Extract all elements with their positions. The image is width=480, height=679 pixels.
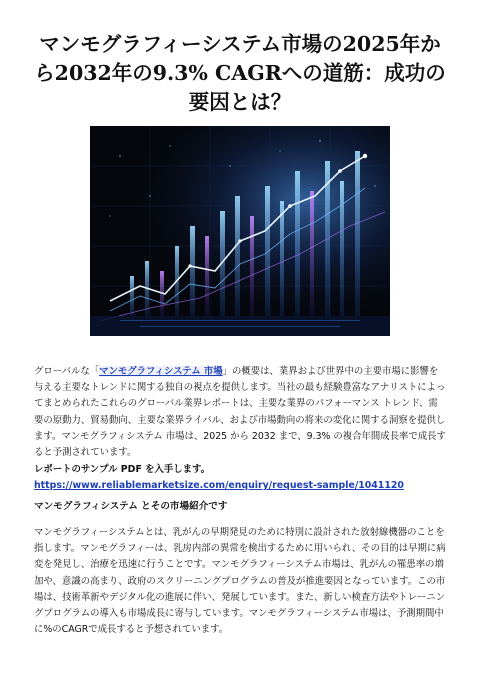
intro-body: 」の概要は、業界および世界中の主要市場に影響を与える主要なトレンドに関する独自の視点を提供します。当社の最も経験豊富なアナリストによってまとめられたこれらのグローバル業界レポートは、主要な業界のパフォーマンス トレンド、需要の原動力、貿易動向、主要な業界ライバル、および市場動向の将来の変化に関する洞察を提供します。マンモグラフィシステム 市場は、2025 から 2032 まで、9.3% の複合年間成長率で成長すると予測されています。 xyxy=(34,366,446,459)
chart-illustration-image xyxy=(90,126,390,336)
hero-image xyxy=(90,126,390,336)
sample-request-label: レポートのサンプル PDF を入手します。 xyxy=(34,464,210,475)
page-title: マンモグラフィーシステム市場の2025年から2032年の9.3% CAGRへの道筋：成功の要因とは？ xyxy=(34,32,446,114)
market-report-link[interactable]: マンモグラフィシステム 市場 xyxy=(99,366,223,377)
intro-paragraph xyxy=(34,364,446,461)
intro-prefix: グローバルな「 xyxy=(34,366,100,377)
section-body-paragraph: マンモグラフィーシステムとは、乳がんの早期発見のために特別に設計された放射線機器のことを指します。マンモグラフィーは、乳房内部の異常を検出するために用いられ、その目的は早期に病変を発見し、治療を迅速に行うことです。マンモグラフィーシステム市場は、乳がんの罹患率の増加や、意識の高まり、政府のスクリーニングプログラムの普及が推進要因となっています。この市場は、技術革新やデジタル化の進展に伴い、発展しています。また、新しい検査方法やトレーニングプログラムの導入も市場成長に寄与しています。マンモグラフィーシステム市場は、予測期間中に%のCAGRで成長すると予想されています。 xyxy=(34,527,446,636)
section-heading: マンモグラフィシステム とその市場紹介です xyxy=(34,501,228,512)
sample-request-link[interactable]: https://www.reliablemarketsize.com/enquiry/request-sample/1041120 xyxy=(34,480,404,492)
sample-request-paragraph xyxy=(34,462,446,494)
